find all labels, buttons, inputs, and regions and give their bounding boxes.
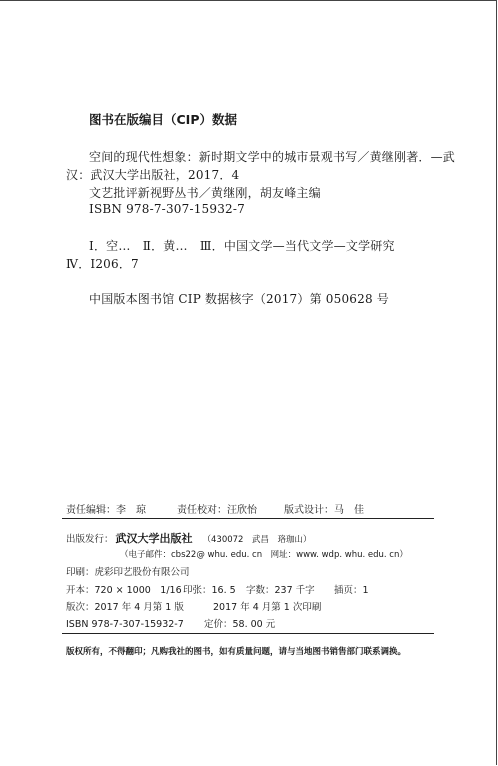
- edition: 版次：2017 年 4 月第 1 版: [66, 602, 184, 613]
- word-count: 字数：237 千字: [246, 585, 315, 596]
- isbn-price-row: [66, 616, 275, 630]
- cip-subjects-line-2: Ⅳ．I206．7: [66, 257, 139, 271]
- credit-designer: 版式设计：马 佳: [284, 505, 364, 516]
- publisher-name: 武汉大学出版社: [115, 532, 193, 545]
- divider-top: [62, 518, 434, 519]
- cip-title-line-1: 空间的现代性想象：新时期文学中的城市景观书写／黄继刚著．—武: [89, 150, 456, 164]
- publisher-label: 出版发行：: [66, 534, 114, 545]
- divider-bottom: [62, 633, 434, 634]
- specs-row: [66, 582, 369, 596]
- cip-title-line-2: 汉：武汉大学出版社，2017．4: [66, 168, 240, 182]
- cip-series-line: 文艺批评新视野丛书／黄继刚，胡友峰主编: [89, 186, 321, 200]
- sheets: 印张：16. 5: [183, 585, 236, 596]
- plates: 插页：1: [334, 585, 369, 596]
- format: 开本：720 × 1000 1/16: [66, 585, 182, 596]
- cip-heading: 图书在版编目（CIP）数据: [89, 112, 237, 127]
- copyright-notice: 版权所有，不得翻印；凡购我社的图书，如有质量问题，请与当地图书销售部门联系调换。: [66, 647, 407, 657]
- credit-proofreader: 责任校对：汪欣怡: [177, 505, 257, 516]
- printer: 印刷：虎彩印艺股份有限公司: [66, 567, 190, 578]
- printing: 2017 年 4 月第 1 次印刷: [213, 602, 322, 613]
- cip-record-number: 中国版本图书馆 CIP 数据核字（2017）第 050628 号: [89, 292, 390, 306]
- isbn: ISBN 978-7-307-15932-7: [66, 619, 184, 630]
- publisher-contact: （电子邮件：cbs22@ whu. edu. cn 网址：www. wdp. whu. edu. cn）: [120, 550, 408, 560]
- publisher-address: （430072 武昌 珞珈山）: [202, 535, 312, 545]
- edition-row: [66, 599, 321, 613]
- publisher-row: [66, 530, 311, 546]
- cip-isbn-line: ISBN 978-7-307-15932-7: [89, 202, 245, 216]
- cip-subjects-line-1: Ⅰ．空… Ⅱ．黄… Ⅲ．中国文学—当代文学—文学研究: [89, 239, 395, 253]
- credit-editor: 责任编辑：李 琼: [66, 505, 146, 516]
- price: 定价：58. 00 元: [204, 619, 276, 630]
